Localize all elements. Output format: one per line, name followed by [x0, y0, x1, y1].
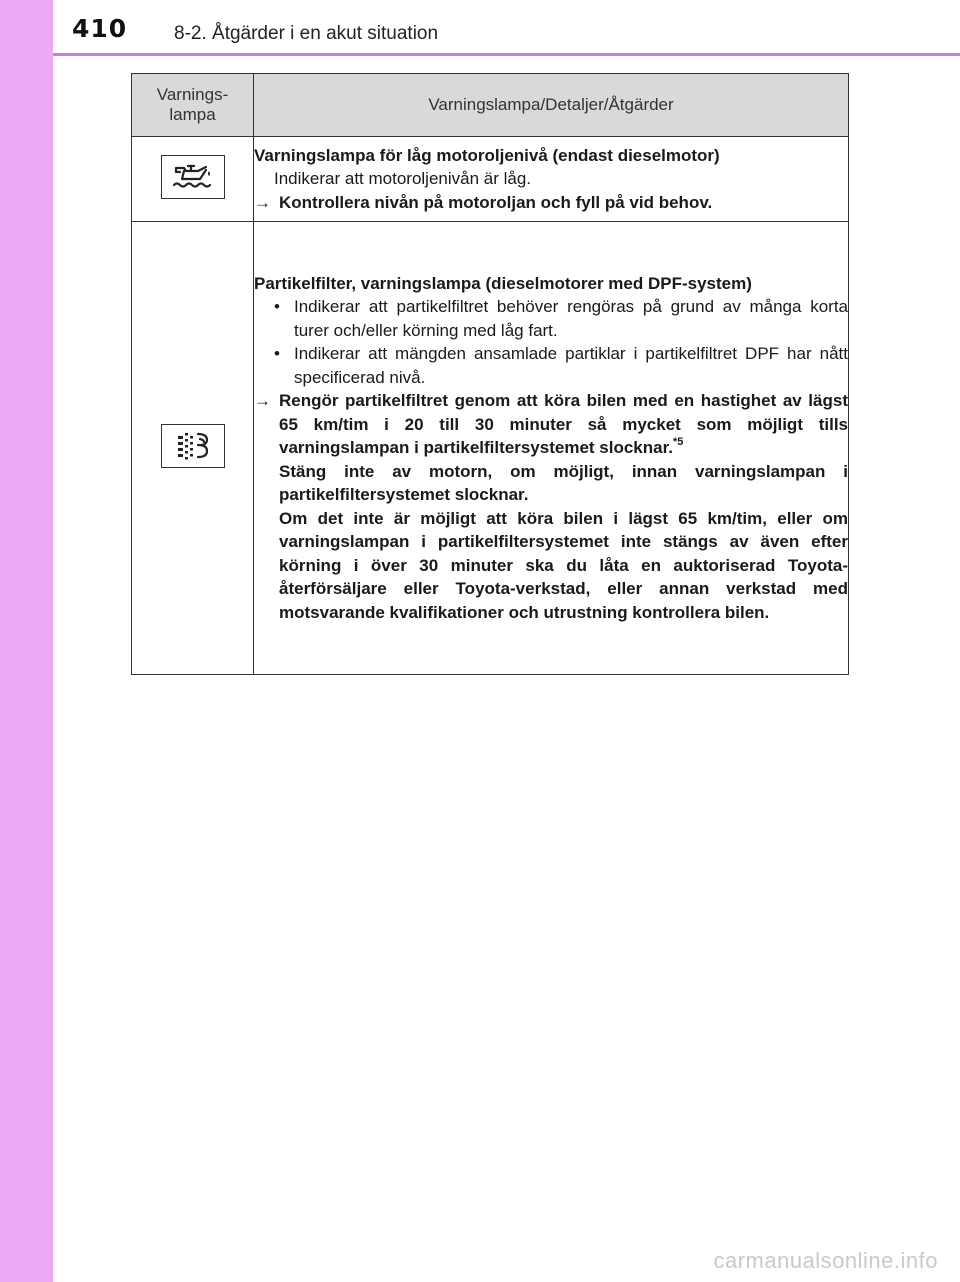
table-row — [132, 137, 849, 222]
details-cell — [254, 137, 849, 222]
list-item — [254, 342, 848, 389]
row-action — [254, 389, 848, 460]
footnote-marker: *5 — [673, 436, 684, 449]
bullet-text: Indikerar att mängden ansamlade partiklar i partikelfiltret DPF har nått specificerad nivå. — [294, 344, 848, 387]
header-details: Varningslampa/Detaljer/Åtgärder — [254, 74, 849, 137]
side-color-band — [0, 0, 53, 1282]
section-title: 8-2. Åtgärder i en akut situation — [174, 23, 439, 44]
list-item — [254, 295, 848, 342]
action-text: Kontrollera nivån på motoroljan och fyll på vid behov. — [279, 192, 713, 212]
page-number: 410 — [72, 14, 128, 43]
header-lamp — [132, 74, 254, 137]
row-title: Varningslampa för låg motoroljenivå (endast dieselmotor) — [254, 145, 720, 165]
bullet-icon: • — [274, 297, 280, 317]
header-lamp-label: Varnings- lampa — [156, 85, 229, 124]
row-action — [254, 191, 848, 215]
watermark: carmanualsonline.info — [713, 1248, 938, 1273]
dpf-filter-icon — [161, 424, 225, 468]
row-title: Partikelfilter, varningslampa (dieselmotorer med DPF-system) — [254, 273, 752, 293]
header-rule — [53, 53, 960, 56]
table-header-row — [132, 74, 849, 137]
arrow-right-icon: → — [254, 192, 271, 212]
warning-lamp-table — [131, 73, 849, 675]
action-text: Om det inte är möjligt att köra bilen i lägst 65 km/tim, eller om varningslampan i partikelfiltersystemet inte stängs av även efter körning i över 30 minuter ska du låta en auktoriserad Toyota-återförsäljare eller Toyota-verkstad, eller annan verkstad med motsvarande kvalifikationer och utrustning kontrollera bilen. — [279, 508, 848, 622]
oil-level-icon — [161, 155, 225, 199]
action-text: Stäng inte av motorn, om möjligt, innan varningslampan i partikelfiltersystemet slocknar. — [279, 461, 848, 505]
row-description: Indikerar att motoroljenivån är låg. — [274, 169, 532, 189]
table-row — [132, 222, 849, 675]
bullet-text: Indikerar att partikelfiltret behöver rengöras på grund av många korta turer och/eller körning med låg fart. — [294, 297, 848, 340]
bullet-icon: • — [274, 344, 280, 364]
lamp-cell — [132, 137, 254, 222]
arrow-right-icon: → — [254, 391, 271, 411]
lamp-cell — [132, 222, 254, 675]
action-text: Rengör partikelfiltret genom att köra bilen med en hastighet av lägst 65 km/tim i 20 till 30 minuter så mycket som möjligt tills varningslampan i partikelfiltersystemet slocknar. — [279, 391, 848, 458]
details-cell — [254, 222, 849, 675]
